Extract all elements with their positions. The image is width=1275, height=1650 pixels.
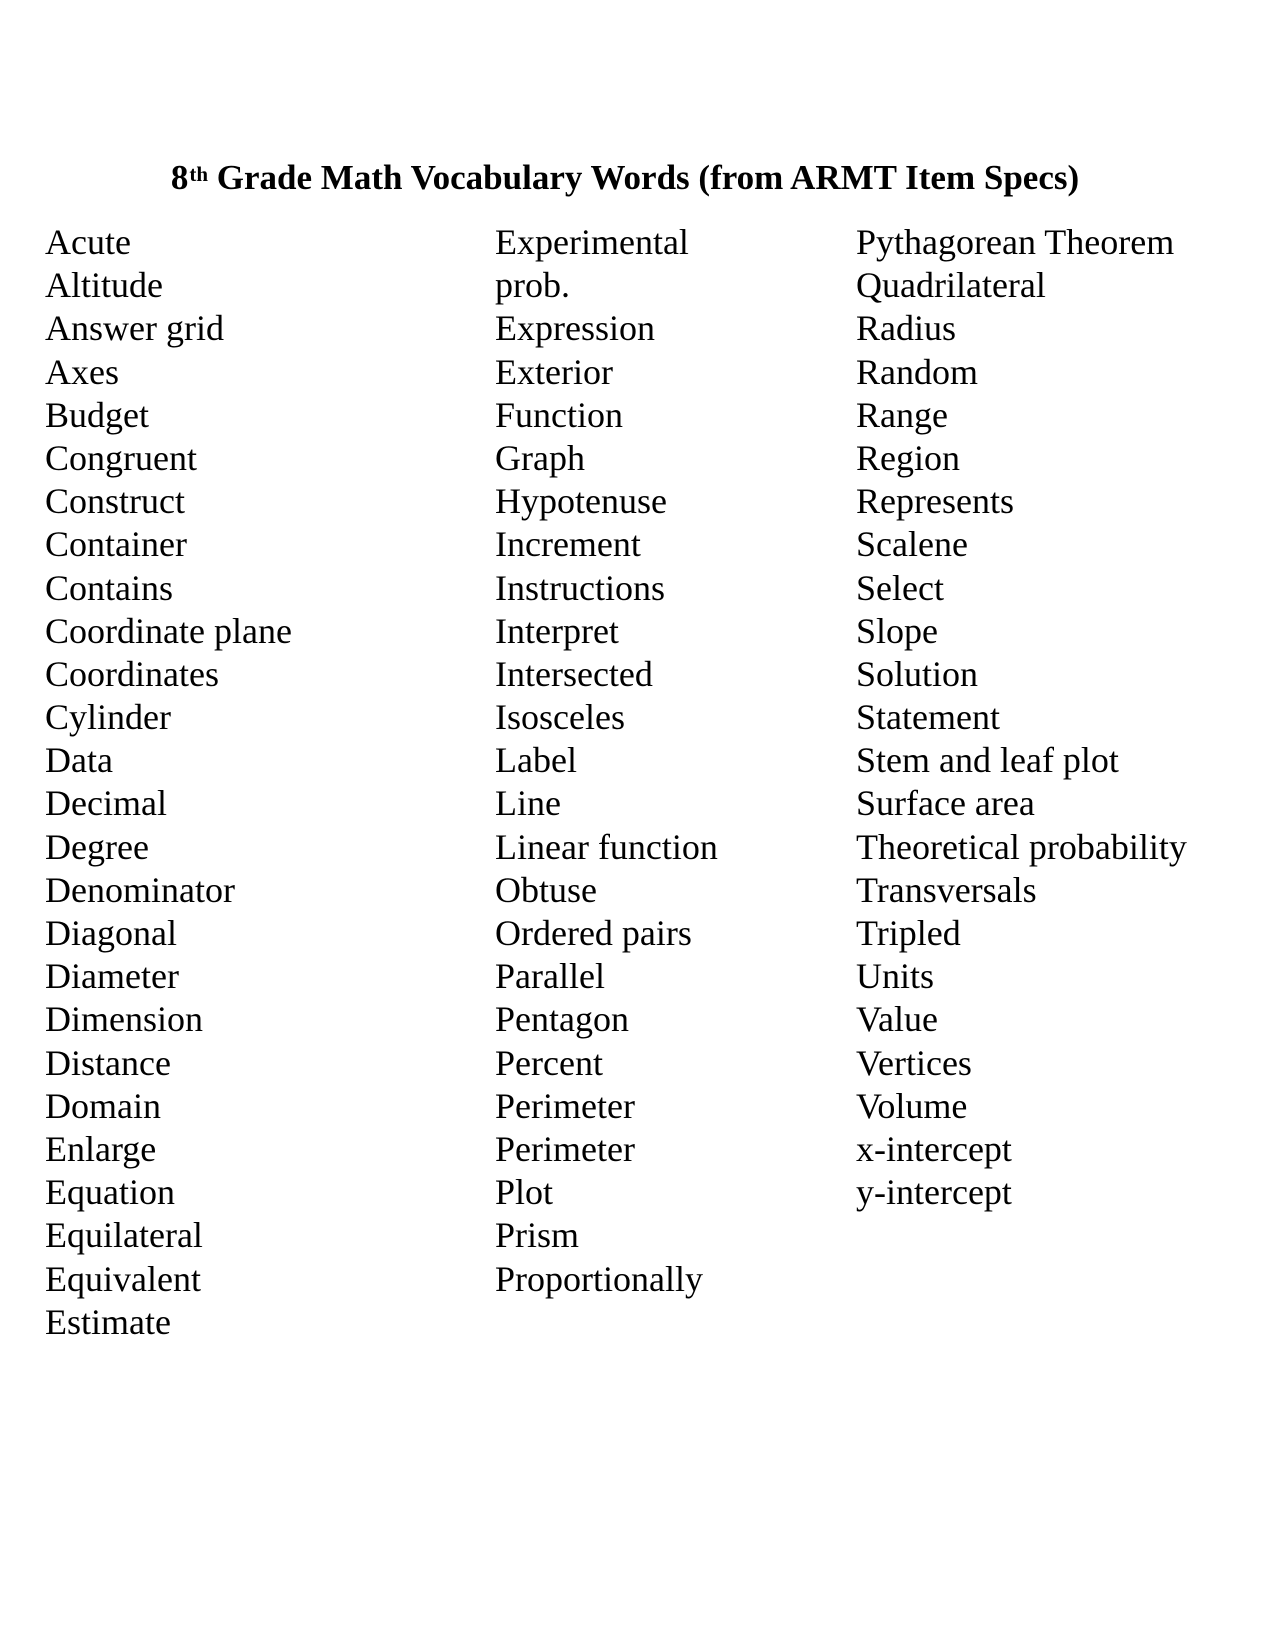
vocabulary-word: y-intercept [856, 1172, 1012, 1213]
vocabulary-word: Solution [856, 653, 979, 694]
vocabulary-word: Enlarge [45, 1128, 157, 1169]
vocabulary-word: Expression [495, 308, 655, 349]
vocabulary-word: Domain [45, 1085, 161, 1126]
vocabulary-word: Diameter [45, 956, 179, 997]
vocabulary-word: Percent [495, 1042, 603, 1083]
vocabulary-word: Coordinate plane [45, 610, 292, 651]
vocabulary-word: Obtuse [495, 869, 597, 910]
vocabulary-word: Equivalent [45, 1258, 201, 1299]
vocabulary-word: Container [45, 524, 187, 565]
vocabulary-word: Graph [495, 437, 585, 478]
vocabulary-word: Construct [45, 481, 185, 522]
vocabulary-word: Units [856, 956, 935, 997]
vocabulary-word: Quadrilateral [856, 265, 1046, 306]
vocabulary-word: Value [856, 999, 938, 1040]
vocabulary-word: Select [856, 567, 944, 608]
vocabulary-word: Interpret [495, 610, 619, 651]
vocabulary-word: Radius [856, 308, 957, 349]
vocabulary-word: Proportionally [495, 1258, 703, 1299]
vocabulary-word: Scalene [856, 524, 968, 565]
vocabulary-word: Budget [45, 394, 149, 435]
vocabulary-word: Line [495, 783, 561, 824]
vocabulary-word: Increment [495, 524, 641, 565]
vocabulary-word: Statement [856, 697, 1000, 738]
vocabulary-word: Decimal [45, 783, 167, 824]
vocabulary-word: Perimeter [495, 1085, 635, 1126]
vocabulary-word: Diagonal [45, 913, 177, 953]
vocabulary-word: Congruent [45, 437, 197, 478]
vocabulary-word: Axes [45, 351, 119, 392]
vocabulary-word: Volume [856, 1085, 968, 1126]
vocabulary-word: Hypotenuse [495, 481, 667, 522]
vocabulary-word: prob. [495, 265, 570, 306]
vocabulary-word: Degree [45, 826, 149, 867]
vocabulary-word: Stem and leaf plot [856, 740, 1119, 781]
vocabulary-word: Theoretical probability [856, 826, 1187, 867]
vocabulary-word: Contains [45, 567, 174, 608]
vocabulary-word: Slope [856, 610, 939, 651]
vocabulary-word: Function [495, 394, 624, 435]
vocabulary-word: Plot [495, 1172, 554, 1213]
vocabulary-column-3 [856, 221, 1187, 1214]
vocabulary-word: Linear function [495, 826, 718, 867]
title-grade-suffix: th [189, 162, 209, 187]
vocabulary-word: Surface area [856, 783, 1035, 824]
vocabulary-word: Acute [45, 222, 131, 262]
vocabulary-word: Exterior [495, 351, 613, 392]
vocabulary-word: Data [45, 740, 113, 781]
vocabulary-word: Parallel [495, 956, 605, 997]
vocabulary-word: Pentagon [495, 999, 629, 1040]
vocabulary-word: Random [856, 351, 978, 392]
vocabulary-word: Region [856, 437, 960, 478]
vocabulary-word: x-intercept [856, 1128, 1012, 1169]
vocabulary-word: Intersected [495, 653, 653, 694]
vocabulary-word: Equation [45, 1172, 175, 1213]
title-text: Grade Math Vocabulary Words (from ARMT Item Specs) [208, 158, 1080, 198]
vocabulary-word: Ordered pairs [495, 913, 692, 953]
vocabulary-word: Dimension [45, 999, 203, 1040]
vocabulary-column-1 [45, 221, 292, 1344]
vocabulary-word: Represents [856, 481, 1014, 522]
vocabulary-column-2 [495, 221, 718, 1301]
vocabulary-word: Equilateral [45, 1215, 203, 1256]
page-title [0, 157, 1250, 199]
vocabulary-word: Answer grid [45, 308, 224, 349]
vocabulary-word: Pythagorean Theorem [856, 222, 1175, 262]
vocabulary-word: Prism [495, 1215, 580, 1256]
vocabulary-word: Estimate [45, 1301, 171, 1342]
vocabulary-word: Experimental [495, 222, 689, 262]
vocabulary-word: Vertices [856, 1042, 972, 1083]
vocabulary-word: Altitude [45, 265, 163, 306]
vocabulary-word: Coordinates [45, 653, 219, 694]
vocabulary-word: Perimeter [495, 1128, 635, 1169]
vocabulary-word: Transversals [856, 869, 1037, 910]
title-grade-number: 8 [170, 158, 189, 198]
vocabulary-word: Label [495, 740, 577, 781]
vocabulary-word: Denominator [45, 869, 235, 910]
vocabulary-word: Cylinder [45, 697, 171, 738]
vocabulary-word: Tripled [856, 913, 961, 953]
vocabulary-word: Instructions [495, 567, 665, 608]
vocabulary-word: Isosceles [495, 697, 625, 738]
vocabulary-word: Range [856, 394, 948, 435]
vocabulary-word: Distance [45, 1042, 171, 1083]
